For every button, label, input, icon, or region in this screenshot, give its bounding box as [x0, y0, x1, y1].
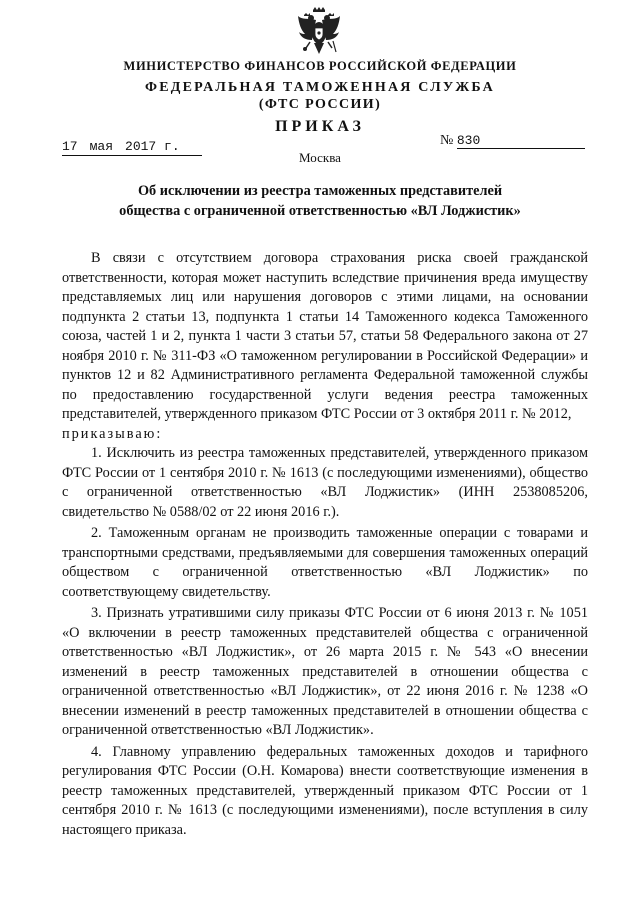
service-abbreviation: (ФТС РОССИИ): [258, 97, 382, 112]
coat-of-arms-icon: [296, 6, 342, 56]
title-line-1: Об исключении из реестра таможенных представителей: [137, 183, 503, 199]
ministry-name: МИНИСТЕРСТВО ФИНАНСОВ РОССИЙСКОЙ ФЕДЕРАЦИИ: [123, 59, 517, 73]
item-paragraph: 4. Главному управлению федеральных таможенных доходов и тарифного регулирования ФТС России (О.Н. Комарова) внести соответствующие изменения в реестр таможенных представителей, утвержденный приказом ФТС России от 1 сентября 2010 г. № 1613 (с последующими изменениями), после вступления в силу настоящего приказа.: [62, 743, 588, 838]
decree-word: приказываю:: [62, 425, 163, 442]
preamble-paragraph: В связи с отсутствием договора страхования риска своей гражданской ответственности, которая может наступить вследствие причинения вреда имуществу представляемых лиц или нарушения договоров с этими лицами, на основании подпункта 2 статьи 13, подпункта 1 статьи 14 Таможенного кодекса Таможенного союза, частей 1 и 2, пункта 1 части 3 статьи 57, статьи 58 Федерального закона от 27 ноября 2010 г. № 311-ФЗ «О таможенном регулировании в Российской Федерации» и пунктов 12 и 82 Административного регламента Федеральной таможенной службы по предоставлению государственной услуги ведения реестра таможенных представителей, утвержденного приказом ФТС России от 3 октября 2011 г. № 2012,: [62, 250, 588, 422]
order-month: мая: [89, 139, 114, 154]
service-name: ФЕДЕРАЛЬНАЯ ТАМОЖЕННАЯ СЛУЖБА: [145, 80, 495, 95]
order-number: [440, 133, 585, 149]
document-title: [60, 181, 580, 221]
document-type: ПРИКАЗ: [275, 118, 365, 135]
title-line-2: общества с ограниченной ответственностью «ВЛ Лоджистик»: [119, 203, 521, 219]
order-day: 17: [62, 139, 78, 154]
item-paragraph: 1. Исключить из реестра таможенных представителей, утвержденного приказом ФТС России от 1 сентября 2010 г. № 1613 (с последующими изменениями), общество с ограниченной ответственностью «ВЛ Лоджистик» (ИНН 2538085206, свидетельство № 0588/02 от 22 июня 2016 г.).: [62, 445, 588, 520]
item-paragraph: 3. Признать утратившими силу приказы ФТС России от 6 июня 2013 г. № 1051 «О включении в реестр таможенных представителей общества с ограниченной ответственностью «ВЛ Лоджистик», от 26 марта 2015 г. № 543 «О внесении изменений в реестр таможенных представителей в отношении общества с ограниченной ответственностью «ВЛ Лоджистик», от 22 июня 2016 г. № 1238 «О внесении изменений в реестр таможенных представителей в отношении общества с ограниченной ответственностью «ВЛ Лоджистик».: [62, 605, 588, 738]
order-number-prefix: №: [440, 133, 454, 148]
document-body: [62, 249, 588, 840]
item-paragraph: 2. Таможенным органам не производить таможенные операции с товарами и транспортными средствами, предъявляемыми для совершения таможенных операций обществом с ограниченной ответственностью «ВЛ Лоджистик» по соответствующему свидетельству.: [62, 525, 588, 600]
city: Москва: [299, 150, 341, 165]
order-year: 2017 г.: [125, 139, 180, 154]
order-number-value: 830: [457, 133, 585, 149]
